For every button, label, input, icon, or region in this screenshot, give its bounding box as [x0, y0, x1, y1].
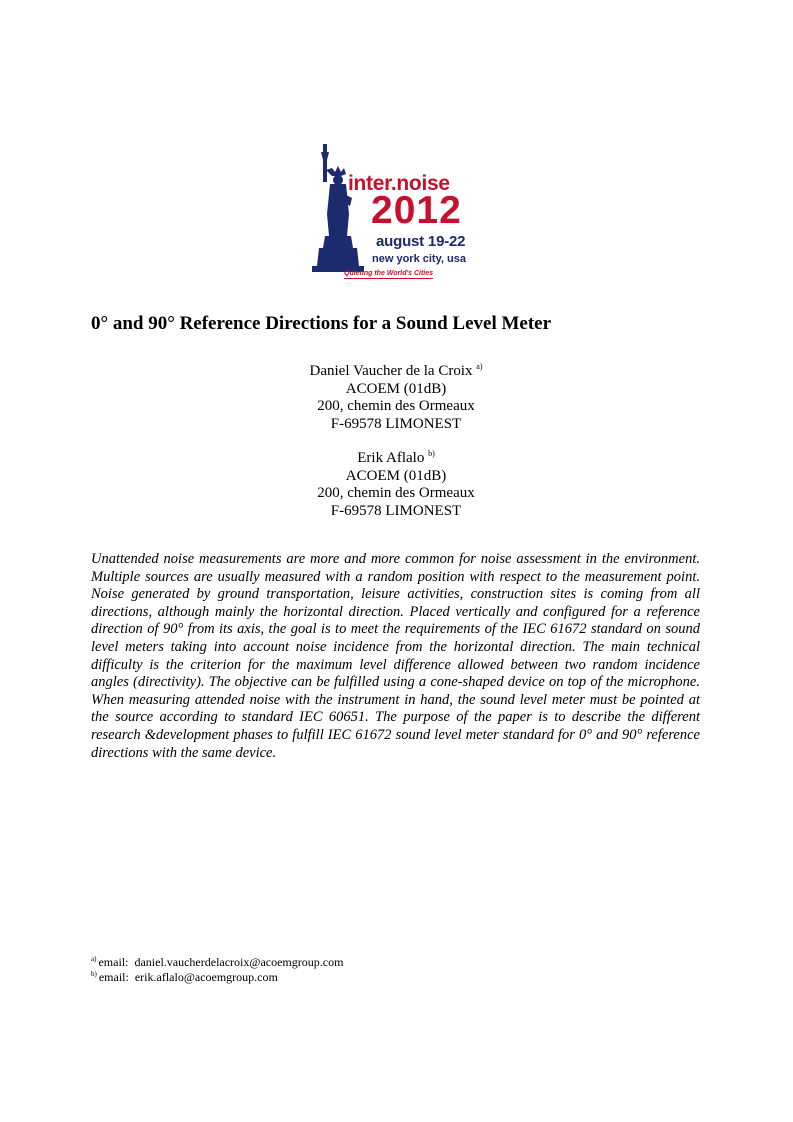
author-street: 200, chemin des Ormeaux: [317, 485, 475, 501]
author-street: 200, chemin des Ormeaux: [317, 398, 475, 414]
author-name: Daniel Vaucher de la Croix: [309, 363, 473, 379]
email-link[interactable]: daniel.vaucherdelacroix@acoemgroup.com: [134, 955, 344, 969]
author-name-line: [200, 450, 592, 468]
footnotes: [91, 955, 343, 985]
logo-year-text: 2012: [371, 189, 462, 232]
author-block: [200, 450, 592, 520]
email-link[interactable]: erik.aflalo@acoemgroup.com: [134, 970, 278, 984]
logo-brand-text: inter.noise: [348, 172, 450, 195]
logo-city-text: new york city, usa: [372, 253, 466, 265]
footnote-mark: a): [91, 955, 97, 963]
paper-title: 0° and 90° Reference Directions for a Sound Level Meter: [91, 313, 552, 334]
author-organization: ACOEM (01dB): [345, 467, 447, 484]
footnote-mark: b): [91, 970, 97, 978]
author-name-line: [200, 363, 592, 381]
logo-dates-text: august 19-22: [376, 233, 466, 250]
author-name: Erik Aflalo: [357, 450, 425, 466]
footnote-label: email:: [98, 970, 129, 984]
abstract: Unattended noise measurements are more and more common for noise assessment in the environment. Multiple sources are usually measured with a random position with respect to the measurement point. Noise generated by ground transportation, leisure activities, construction sites is coming from all directions, although mainly the horizontal direction. Placed vertically and configured for a reference direction of 90° from its axis, the goal is to meet the requirements of the IEC 61672 standard on sound level meters taking into account noise incidence from the horizontal direction. The main technical difficulty is the criterion for the maximum level difference allowed between two random incidence angles (directivity). The objective can be fulfilled using a cone-shaped device on top of the microphone. When measuring attended noise with the instrument in hand, the sound level meter must be pointed at the source according to standard IEC 60651. The purpose of the paper is to describe the different research &development phases to fulfill IEC 61672 sound level meter standard for 0° and 90° reference directions with the same device.: [91, 551, 700, 761]
footnote-label: email:: [98, 955, 129, 969]
conference-logo: [308, 142, 490, 282]
author-organization: ACOEM (01dB): [345, 380, 447, 397]
logo-tagline-text: Quieting the World's Cities: [344, 270, 434, 277]
author-city: F-69578 LIMONEST: [330, 502, 462, 519]
author-block: [200, 363, 592, 433]
footnote: [91, 970, 343, 985]
author-city: F-69578 LIMONEST: [330, 415, 462, 432]
footnote: [91, 955, 343, 970]
affiliation-mark: a): [476, 362, 483, 371]
statue-of-liberty-icon: [308, 144, 368, 274]
affiliation-mark: b): [428, 449, 435, 458]
